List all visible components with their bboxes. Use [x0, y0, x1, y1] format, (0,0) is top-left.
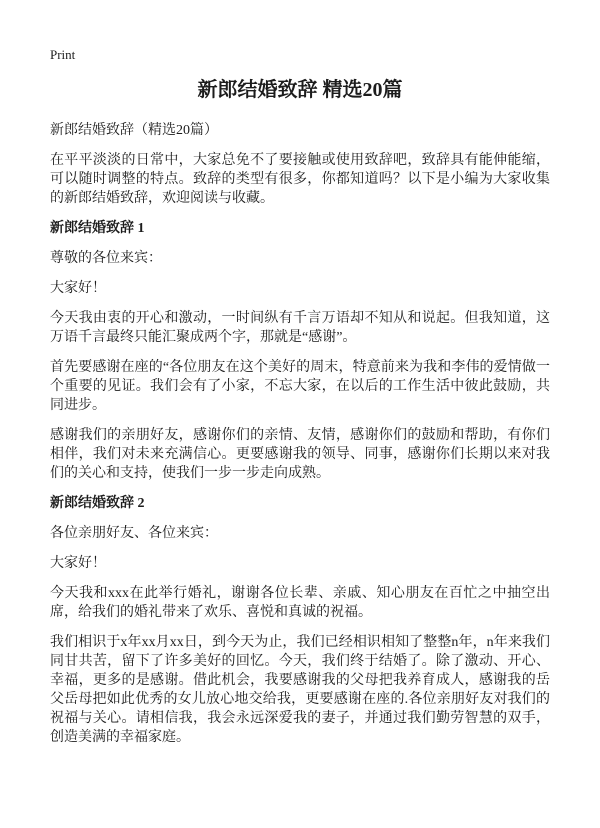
- section-2-paragraph: 大家好！: [50, 556, 106, 571]
- intro-paragraph: 在平平淡淡的日常中，大家总免不了要接触或使用致辞吧，致辞具有能伸能缩，可以随时调整的特点。致辞的类型有很多，你都知道吗？以下是小编为大家收集的新郎结婚致辞，欢迎阅读与收藏。: [50, 153, 550, 206]
- page-title: 新郎结婚致辞 精选20篇: [197, 79, 403, 101]
- section-1-paragraph: 大家好！: [50, 281, 106, 296]
- section-2-heading: 新郎结婚致辞 2: [50, 496, 145, 511]
- section-1-paragraph: 尊敬的各位来宾：: [50, 251, 162, 266]
- section-2-paragraph: 各位亲朋好友、各位来宾：: [50, 526, 218, 541]
- section-1-paragraph: 首先要感谢在座的“各位朋友在这个美好的周末，特意前来为我和李伟的爱情做一个重要的见证。我们会有了小家，不忘大家，在以后的工作生活中彼此鼓励，共同进步。: [50, 360, 550, 413]
- section-1-paragraph: 今天我由衷的开心和激动，一时间纵有千言万语却不知从和说起。但我知道，这万语千言最终只能汇聚成两个字，那就是“感谢”。: [50, 311, 550, 345]
- print-button[interactable]: Print: [50, 47, 76, 62]
- section-1-heading: 新郎结婚致辞 1: [50, 221, 145, 236]
- section-2-paragraph: 我们相识于x年xx月xx日，到今天为止，我们已经相识相知了整整n年，n年来我们同甘共苦，留下了许多美好的回忆。今天，我们终于结婚了。除了激动、开心、幸福，更多的是感谢。借此机会，我要感谢我的父母把我养育成人，感谢我的岳父岳母把如此优秀的女儿放心地交给我，更要感谢在座的.各位亲朋好友对我们的祝福与关心。请相信我，我会永远深爱我的妻子，并通过我们勤劳智慧的双手，创造美满的幸福家庭。: [50, 635, 550, 745]
- doc-subtitle: 新郎结婚致辞（精选20篇）: [50, 123, 218, 138]
- section-1-paragraph: 感谢我们的亲朋好友，感谢你们的亲情、友情，感谢你们的鼓励和帮助，有你们相伴，我们对未来充满信心。更要感谢我的领导、同事，感谢你们长期以来对我们的关心和支持，使我们一步一步走向成熟。: [50, 428, 550, 481]
- section-2-paragraph: 今天我和xxx在此举行婚礼，谢谢各位长辈、亲戚、知心朋友在百忙之中抽空出席，给我们的婚礼带来了欢乐、喜悦和真诚的祝福。: [50, 586, 550, 620]
